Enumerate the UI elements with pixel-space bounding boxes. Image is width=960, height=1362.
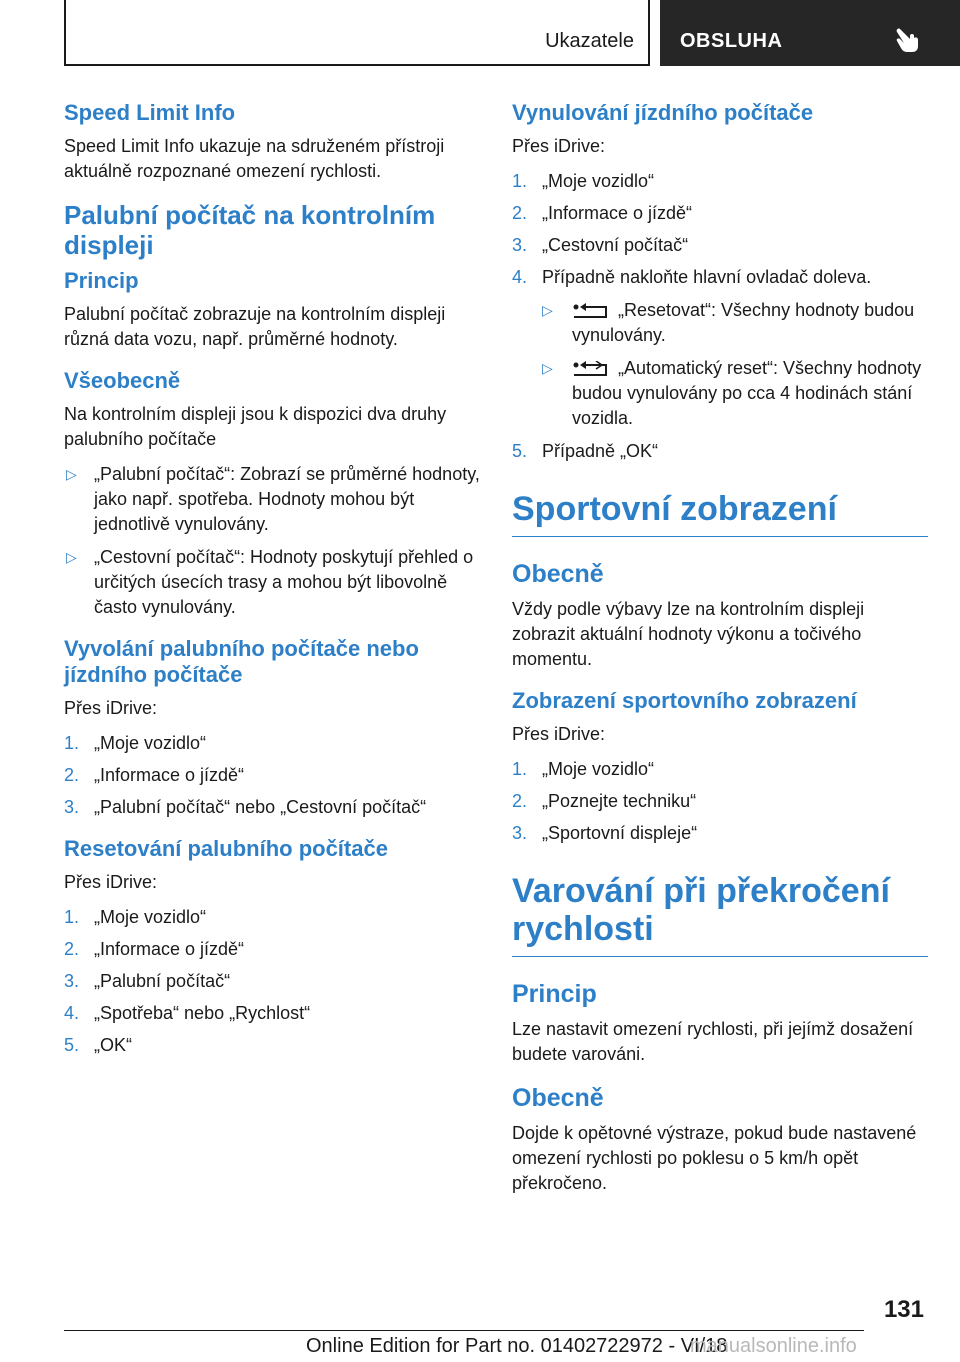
- list-item: ▷ „Cestovní počítač“: Hodnoty poskytují přehled o určitých úsecích trasy a mohou být libovolně často vynulovány.: [66, 547, 474, 617]
- auto-reset-arrow-icon: [572, 361, 608, 377]
- list-item: 2. „Poznejte techniku“: [512, 791, 697, 811]
- general-bullet-list: [64, 462, 480, 620]
- triangle-right-icon: ▷: [542, 302, 553, 318]
- list-item: 3. „Palubní počítač“ nebo „Cestovní počítač“: [64, 797, 427, 817]
- sport-display-heading: Sportovní zobrazení: [512, 490, 928, 537]
- speed-limit-info-text: Speed Limit Info ukazuje na sdruženém přístroji aktuálně rozpoznané omezení rychlosti.: [64, 136, 445, 181]
- triangle-right-icon: ▷: [66, 549, 77, 565]
- warning-princip-heading: Princip: [512, 980, 597, 1008]
- list-item: 4. „Spotřeba“ nebo „Rychlost“: [64, 1003, 311, 1023]
- reset-steps-list: [64, 905, 480, 1058]
- list-item: 1. „Moje vozidlo“: [512, 171, 655, 191]
- speed-warning-heading: Varování při překročení rychlosti: [512, 872, 928, 957]
- header-section-box: [64, 0, 650, 66]
- zero-steps-list: [512, 169, 928, 464]
- list-item: ▷ „Palubní počítač“: Zobrazí se průměrné hodnoty, jako např. spotřeba. Hodnoty mohou být jednotlivě vynulovány.: [66, 464, 480, 534]
- list-item: ▷ „Resetovat“: Všechny hodnoty budou vynulovány.: [542, 300, 915, 345]
- list-item: 4. Případně nakloňte hlavní ovladač doleva. ▷ „Resetovat“: Všechny hodnoty budou vynulovány. ▷ „Automatický reset“: Všechny hodnoty budou vynulovány po cca 4 hodinách stání vozidla.: [512, 265, 928, 431]
- speed-limit-info-heading: Speed Limit Info: [64, 100, 236, 125]
- header-section-title: Ukazatele: [545, 30, 634, 52]
- sport-show-heading: Zobrazení sportovního zobrazení: [512, 688, 857, 713]
- page-number: 131: [883, 1296, 924, 1323]
- reset-intro: Přes iDrive:: [64, 872, 158, 892]
- footer-divider: [64, 1330, 864, 1331]
- watermark-text: manualsonline.info: [690, 1335, 857, 1357]
- zero-intro: Přes iDrive:: [512, 136, 606, 156]
- list-item: 1. „Moje vozidlo“: [64, 733, 207, 753]
- warning-general-text: Dojde k opětovné výstraze, pokud bude nastavené omezení rychlosti po poklesu o 5 km/h opět překročeno.: [512, 1123, 917, 1193]
- pointing-hand-icon: [894, 26, 922, 54]
- list-item: 3. „Palubní počítač“: [64, 971, 231, 991]
- triangle-right-icon: ▷: [66, 466, 77, 482]
- left-column: [64, 100, 480, 1074]
- list-item: 3. „Cestovní počítač“: [512, 235, 689, 255]
- sport-show-steps-list: [512, 757, 928, 846]
- right-column: [512, 100, 928, 1212]
- header-chapter-box: [660, 0, 960, 66]
- list-item: 2. „Informace o jízdě“: [512, 203, 693, 223]
- page-header: [64, 0, 960, 66]
- triangle-right-icon: ▷: [542, 360, 553, 376]
- sport-general-text: Vždy podle výbavy lze na kontrolním displeji zobrazit aktuální hodnoty výkonu a točivého momentu.: [512, 599, 865, 669]
- list-item: 3. „Sportovní displeje“: [512, 823, 698, 843]
- zero-sub-list: [542, 298, 928, 431]
- list-item: 2. „Informace o jízdě“: [64, 939, 245, 959]
- edition-text: Online Edition for Part no. 01402722972 - VI/18: [306, 1335, 728, 1357]
- call-computer-heading: Vyvolání palubního počítače nebo jízdního počítače: [64, 636, 419, 687]
- general-heading: Všeobecně: [64, 368, 181, 393]
- list-item: 5. „OK“: [64, 1035, 132, 1055]
- warning-general-heading: Obecně: [512, 1084, 604, 1112]
- warning-princip-text: Lze nastavit omezení rychlosti, při jejímž dosažení budete varováni.: [512, 1019, 914, 1064]
- reset-arrow-icon: [572, 303, 608, 319]
- zero-trip-heading: Vynulování jízdního počítače: [512, 100, 814, 125]
- list-item: 2. „Informace o jízdě“: [64, 765, 245, 785]
- board-computer-heading: Palubní počítač na kontrolním displeji: [64, 200, 436, 260]
- list-item: 1. „Moje vozidlo“: [64, 907, 207, 927]
- general-text: Na kontrolním displeji jsou k dispozici dva druhy palubního počítače: [64, 404, 447, 449]
- list-item: ▷ „Automatický reset“: Všechny hodnoty budou vynulovány po cca 4 hodinách stání vozidla.: [542, 358, 922, 428]
- reset-computer-heading: Resetování palubního počítače: [64, 836, 388, 861]
- header-chapter-title: OBSLUHA: [680, 30, 783, 52]
- princip-heading: Princip: [64, 268, 139, 293]
- list-item: 1. „Moje vozidlo“: [512, 759, 655, 779]
- sport-general-heading: Obecně: [512, 560, 604, 588]
- sport-show-intro: Přes iDrive:: [512, 724, 606, 744]
- list-item: 5. Případně „OK“: [512, 441, 659, 461]
- call-steps-list: [64, 731, 480, 820]
- princip-text: Palubní počítač zobrazuje na kontrolním displeji různá data vozu, např. průměrné hodnoty.: [64, 304, 446, 349]
- call-intro: Přes iDrive:: [64, 698, 158, 718]
